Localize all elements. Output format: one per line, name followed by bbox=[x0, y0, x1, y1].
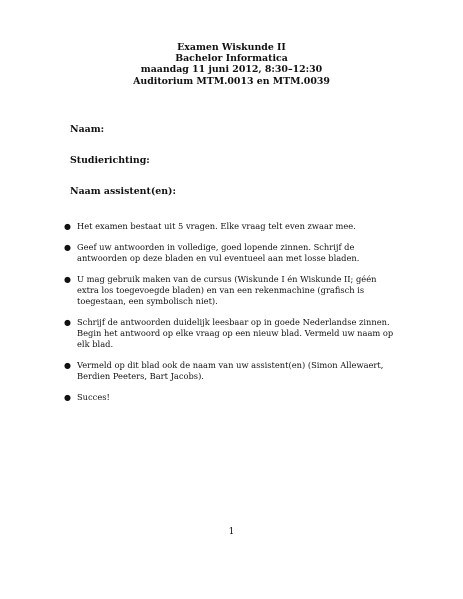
bullet-icon: ● bbox=[64, 318, 71, 327]
bullet-icon: ● bbox=[64, 361, 71, 370]
instruction-text: Vermeld op dit blad ook de naam van uw assistent(en) (Simon Allewaert, Berdien Peeters, Bart Jacobs). bbox=[77, 360, 384, 381]
name-field-label: Naam: bbox=[70, 124, 105, 135]
list-item bbox=[64, 317, 399, 350]
bullet-icon: ● bbox=[64, 275, 71, 284]
instruction-text: U mag gebruik maken van de cursus (Wiskunde I én Wiskunde II; géén extra los toegevoegde bladen) en van een rekenmachine (grafisch is toegestaan, een symbolisch niet). bbox=[77, 274, 377, 306]
exam-program: Bachelor Informatica bbox=[175, 53, 288, 65]
instruction-list bbox=[64, 221, 399, 413]
study-program-field-label: Studierichting: bbox=[70, 155, 150, 166]
instruction-text: Schrijf de antwoorden duidelijk leesbaar op in goede Nederlandse zinnen. Begin het antwoord op elke vraag op een nieuw blad. Vermeld uw naam op elk blad. bbox=[77, 317, 394, 349]
list-item bbox=[64, 221, 399, 232]
assistant-field-label: Naam assistent(en): bbox=[70, 186, 176, 197]
list-item bbox=[64, 274, 399, 307]
page-number: 1 bbox=[228, 527, 235, 537]
exam-header bbox=[0, 42, 463, 87]
exam-date: maandag 11 juni 2012, 8:30–12:30 bbox=[140, 64, 323, 76]
instruction-text: Het examen bestaat uit 5 vragen. Elke vraag telt even zwaar mee. bbox=[77, 221, 356, 231]
instruction-text: Geef uw antwoorden in volledige, goed lopende zinnen. Schrijf de antwoorden op deze bladen en vul eventueel aan met losse bladen. bbox=[77, 242, 360, 263]
exam-title: Examen Wiskunde II bbox=[177, 42, 286, 53]
list-item bbox=[64, 242, 399, 264]
instruction-text: Succes! bbox=[77, 392, 110, 402]
list-item bbox=[64, 360, 399, 382]
bullet-icon: ● bbox=[64, 393, 71, 402]
list-item bbox=[64, 392, 399, 403]
bullet-icon: ● bbox=[64, 222, 71, 231]
exam-location: Auditorium MTM.0013 en MTM.0039 bbox=[133, 75, 330, 87]
bullet-icon: ● bbox=[64, 243, 71, 252]
